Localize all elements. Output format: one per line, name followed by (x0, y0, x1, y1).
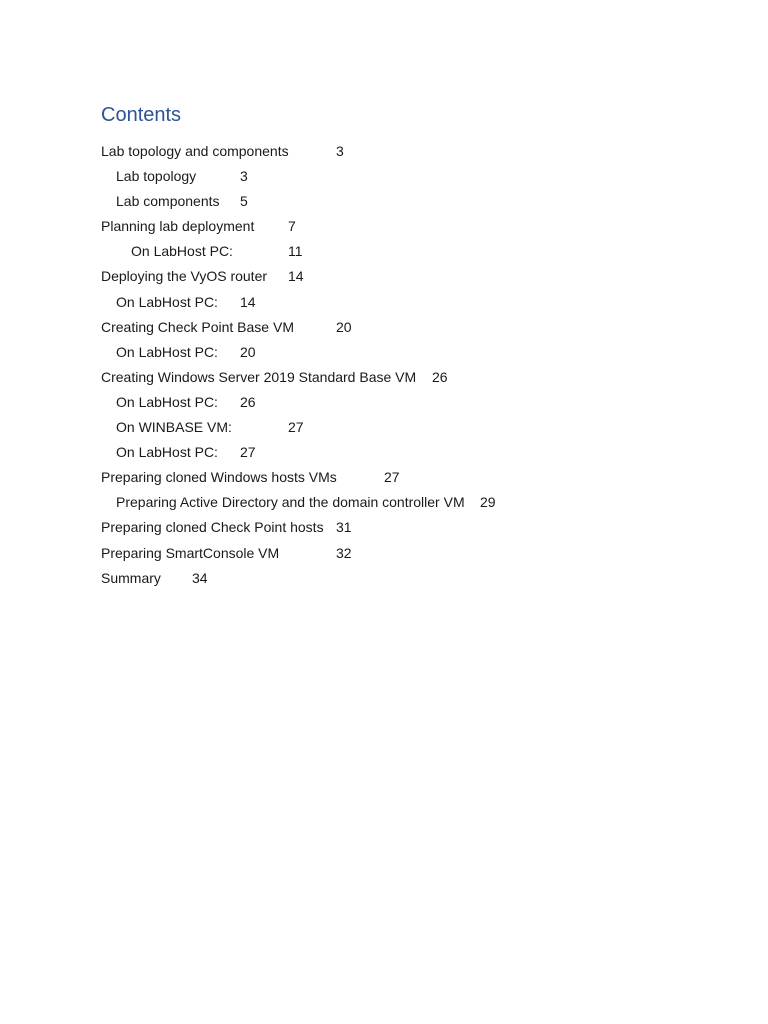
toc-entry-page: 11 (288, 243, 303, 260)
toc-entry-page: 27 (240, 444, 256, 461)
toc-entry-title: Summary (101, 569, 161, 586)
toc-entry-title: On WINBASE VM: (116, 419, 232, 436)
toc-entry-title: On LabHost PC: (116, 444, 218, 461)
toc-entry-page: 26 (432, 368, 448, 385)
toc-entry-page: 27 (288, 419, 304, 436)
toc-entry-title: Deploying the VyOS router (101, 268, 268, 285)
toc-entry-title: Creating Windows Server 2019 Standard Base VM (101, 368, 417, 385)
toc-entry[interactable] (101, 315, 465, 340)
toc-entry-title: Preparing Active Directory and the domain controller VM (116, 494, 465, 511)
toc-entry-title: Lab topology (116, 168, 197, 185)
toc-entry-title: Lab topology and components (101, 143, 289, 159)
toc-entry[interactable] (101, 566, 465, 591)
toc-entry-title: Creating Check Point Base VM (101, 318, 294, 335)
toc-entry-page: 5 (240, 193, 248, 210)
toc-entry-title: Planning lab deployment (101, 218, 255, 235)
toc-entry-title: On LabHost PC: (116, 393, 218, 410)
toc-entry-page: 26 (240, 393, 256, 410)
toc-entry[interactable] (101, 515, 465, 540)
toc-entry-title: Preparing cloned Windows hosts VMs (101, 469, 337, 486)
toc-entry-title: Lab components (116, 193, 220, 210)
toc-entry-page: 14 (288, 268, 304, 285)
toc-entry[interactable] (101, 239, 465, 264)
toc-entry[interactable] (101, 465, 465, 490)
toc-entry[interactable] (101, 214, 465, 239)
toc-entry-title: Preparing SmartConsole VM (101, 544, 280, 561)
toc-entry-title: On LabHost PC: (116, 343, 218, 360)
toc-list (101, 139, 496, 591)
toc-entry[interactable] (101, 264, 465, 289)
toc-entry[interactable] (101, 541, 465, 566)
toc-entry-page: 7 (288, 218, 296, 235)
toc-entry-title: Preparing cloned Check Point hosts (101, 519, 324, 536)
toc-entry[interactable] (101, 164, 465, 189)
toc-entry[interactable] (101, 490, 496, 515)
toc-entry-page: 31 (336, 519, 352, 536)
toc-entry[interactable] (101, 440, 465, 465)
toc-entry[interactable] (101, 415, 465, 440)
toc-entry-page: 29 (480, 494, 496, 511)
toc-entry[interactable] (101, 189, 465, 214)
toc-entry-page: 3 (240, 168, 248, 185)
toc-heading: Contents (101, 104, 182, 126)
toc-entry-page: 20 (336, 318, 352, 335)
toc-entry[interactable] (101, 290, 465, 315)
toc-entry[interactable] (101, 340, 465, 365)
toc-entry-page: 20 (240, 343, 256, 360)
toc-entry[interactable] (101, 365, 465, 390)
toc-entry[interactable] (101, 139, 465, 164)
toc-entry-page: 27 (384, 469, 400, 486)
toc-entry-title: On LabHost PC: (116, 293, 218, 310)
toc-entry-page: 32 (336, 544, 352, 561)
toc-entry-page: 3 (336, 143, 344, 159)
toc-entry[interactable] (101, 390, 465, 415)
toc-entry-title: On LabHost PC: (131, 243, 233, 260)
toc-entry-page: 14 (240, 293, 256, 310)
toc-entry-page: 34 (192, 569, 208, 586)
